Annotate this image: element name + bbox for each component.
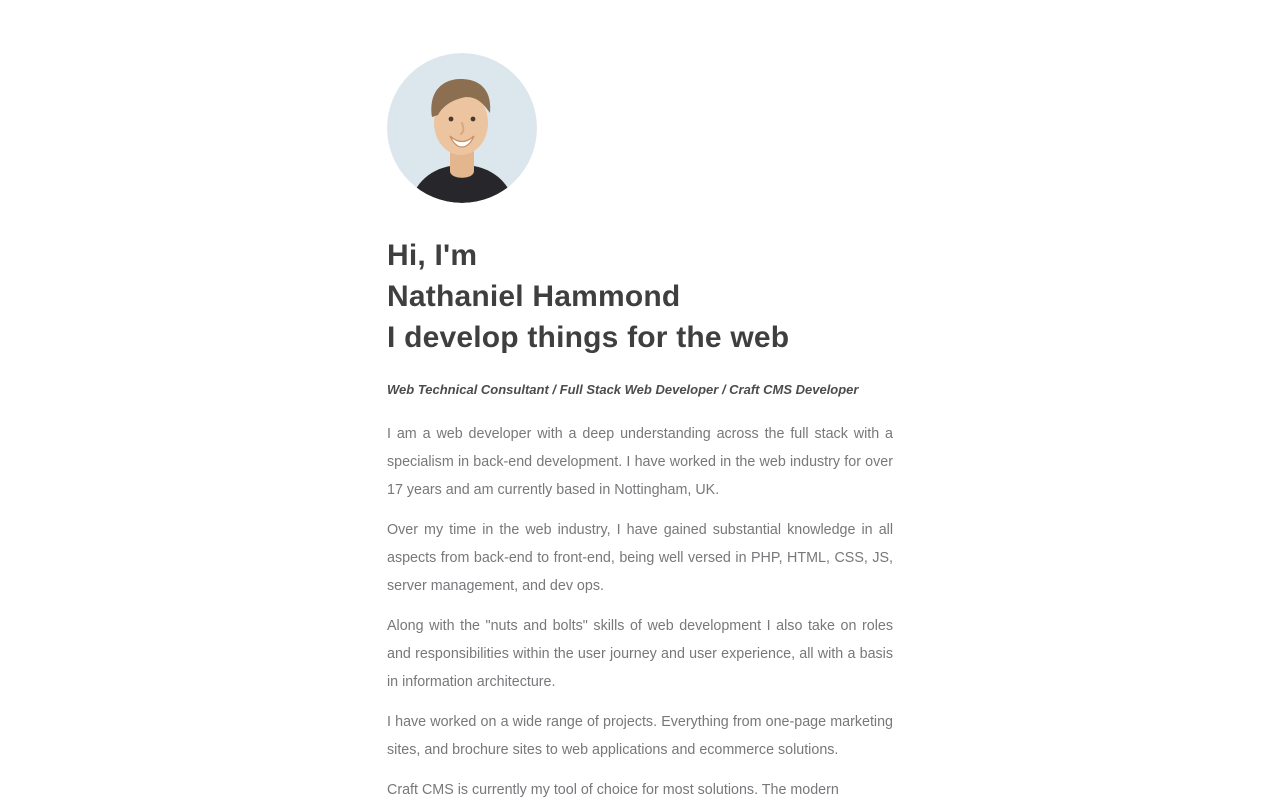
bio-paragraph: I have worked on a wide range of projects. Everything from one-page marketing sites, and brochure sites to web applications and ecommerce solutions. xyxy=(387,714,893,758)
bio-paragraph: Over my time in the web industry, I have gained substantial knowledge in all aspects from back-end to front-end, being well versed in PHP, HTML, CSS, JS, server management, and dev ops. xyxy=(387,522,893,594)
profile-photo xyxy=(387,53,537,203)
bio-paragraph: Craft CMS is currently my tool of choice for most solutions. The modern xyxy=(387,782,839,798)
bio-paragraph: I am a web developer with a deep understanding across the full stack with a specialism in back-end development. I have worked in the web industry for over 17 years and am currently based in Nottingham, UK. xyxy=(387,426,893,498)
page-container xyxy=(387,0,893,804)
bio-paragraph: Along with the "nuts and bolts" skills of web development I also take on roles and responsibilities within the user journey and user experience, all with a basis in information architecture. xyxy=(387,618,893,690)
job-titles-subtitle: Web Technical Consultant / Full Stack Web Developer / Craft CMS Developer xyxy=(387,382,859,397)
page-title xyxy=(387,235,893,358)
headline-greeting: Hi, I'm xyxy=(387,239,478,272)
headline-name: Nathaniel Hammond xyxy=(387,280,681,313)
headline-tagline: I develop things for the web xyxy=(387,321,790,354)
profile-photo-illustration xyxy=(387,53,537,203)
